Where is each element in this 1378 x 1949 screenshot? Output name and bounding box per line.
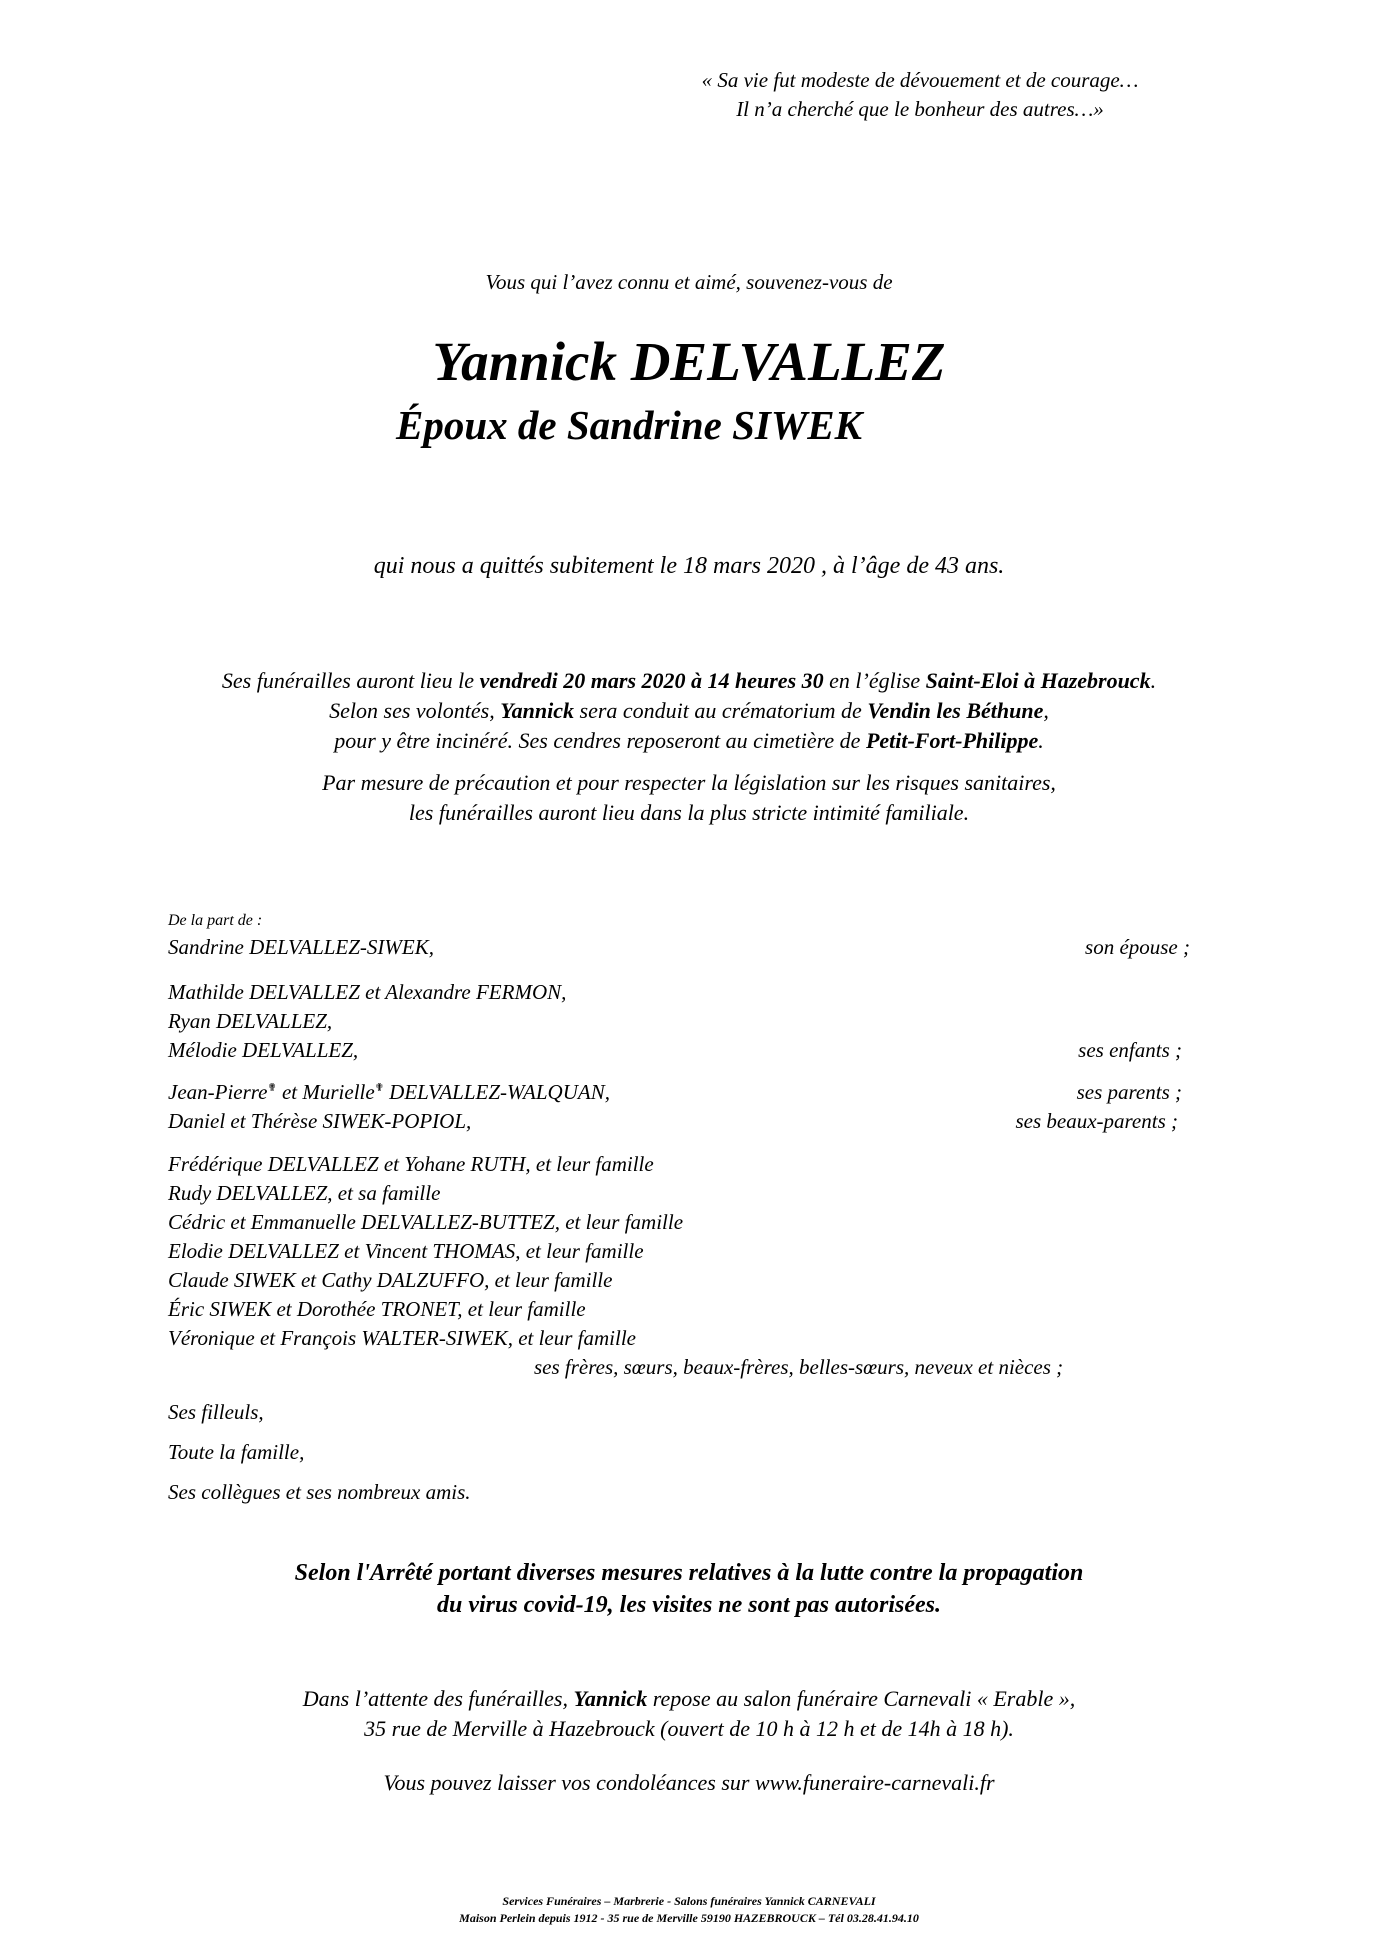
epigraph-line-2: Il n’a cherché que le bonheur des autres…»	[736, 97, 1104, 121]
sibling-entry: Elodie DELVALLEZ et Vincent THOMAS, et leur famille	[168, 1239, 644, 1263]
godchildren: Ses filleuls,	[168, 1400, 264, 1424]
parent-surname: DELVALLEZ-WALQUAN,	[383, 1080, 610, 1104]
rest-text: Dans l’attente des funérailles,	[302, 1686, 574, 1711]
covid-notice-line-1: Selon l'Arrêté portant diverses mesures relatives à la lutte contre la propagation	[294, 1560, 1084, 1586]
funeral-text: en l’église	[823, 668, 926, 693]
siblings-role: ses frères, sœurs, beaux-frères, belles-sœurs, neveux et nièces ;	[534, 1355, 1064, 1379]
parents-entry	[168, 1080, 610, 1105]
funeral-line-2	[0, 698, 1378, 724]
epigraph-line-1: « Sa vie fut modeste de dévouement et de courage…	[701, 68, 1139, 92]
crematorium-location: Vendin les Béthune	[867, 698, 1044, 723]
funeral-line-3	[0, 728, 1378, 754]
precaution-line-1: Par mesure de précaution et pour respecter la législation sur les risques sanitaires,	[322, 770, 1056, 795]
funeral-date: vendredi 20 mars 2020 à 14 heures 30	[479, 668, 824, 693]
deceased-name: Yannick DELVALLEZ	[432, 331, 946, 392]
funeral-line-1	[0, 668, 1378, 694]
inlaws-entry: Daniel et Thérèse SIWEK-POPIOL,	[168, 1109, 472, 1133]
child-entry: Ryan DELVALLEZ,	[168, 1009, 333, 1033]
rest-text: repose au salon funéraire Carnevali « Erable »,	[647, 1686, 1076, 1711]
spouse-role: son épouse ;	[1085, 935, 1190, 959]
child-entry: Mélodie DELVALLEZ,	[168, 1038, 359, 1062]
sibling-entry: Cédric et Emmanuelle DELVALLEZ-BUTTEZ, et leur famille	[168, 1210, 684, 1234]
cross-icon: ✟	[267, 1082, 277, 1094]
death-notice: qui nous a quittés subitement le 18 mars 2020 , à l’âge de 43 ans.	[373, 553, 1005, 579]
cross-icon: ✟	[374, 1082, 384, 1094]
cemetery-location: Petit-Fort-Philippe	[865, 728, 1039, 753]
funeral-text: .	[1150, 668, 1157, 693]
spouse-name: Sandrine DELVALLEZ-SIWEK,	[168, 935, 434, 959]
sibling-entry: Rudy DELVALLEZ, et sa famille	[168, 1181, 441, 1205]
sibling-entry: Éric SIWEK et Dorothée TRONET, et leur famille	[168, 1297, 586, 1321]
funeral-church: Saint-Eloi à Hazebrouck	[925, 668, 1151, 693]
parent-name: Jean-Pierre	[168, 1080, 268, 1104]
child-entry: Mathilde DELVALLEZ et Alexandre FERMON,	[168, 980, 567, 1004]
funeral-text: sera conduit au crématorium de	[574, 698, 868, 723]
parent-name: et Murielle	[276, 1080, 375, 1104]
funeral-text: Ses funérailles auront lieu le	[221, 668, 480, 693]
condolences-line: Vous pouvez laisser vos condoléances sur www.funeraire-carnevali.fr	[383, 1770, 995, 1795]
family-header: De la part de :	[168, 912, 263, 929]
sibling-entry: Frédérique DELVALLEZ et Yohane RUTH, et leur famille	[168, 1152, 654, 1176]
rest-line-2: 35 rue de Merville à Hazebrouck (ouvert de 10 h à 12 h et de 14h à 18 h).	[364, 1716, 1014, 1741]
funeral-text: pour y être incinéré. Ses cendres reposeront au cimetière de	[334, 728, 866, 753]
funeral-text: Selon ses volontés,	[329, 698, 501, 723]
deceased-spouse: Époux de Sandrine SIWEK	[396, 402, 862, 448]
covid-notice-line-2: du virus covid-19, les visites ne sont pas autorisées.	[436, 1592, 941, 1618]
children-role: ses enfants ;	[1078, 1038, 1182, 1062]
precaution-line-2: les funérailles auront lieu dans la plus stricte intimité familiale.	[408, 800, 970, 825]
whole-family: Toute la famille,	[168, 1440, 305, 1464]
sibling-entry: Véronique et François WALTER-SIWEK, et leur famille	[168, 1326, 636, 1350]
deceased-first-name: Yannick	[573, 1686, 648, 1711]
rest-line-1	[0, 1686, 1378, 1712]
parents-role: ses parents ;	[1076, 1080, 1182, 1104]
intro-text: Vous qui l’avez connu et aimé, souvenez-vous de	[485, 270, 893, 294]
deceased-first-name: Yannick	[500, 698, 575, 723]
sibling-entry: Claude SIWEK et Cathy DALZUFFO, et leur famille	[168, 1268, 613, 1292]
friends: Ses collègues et ses nombreux amis.	[168, 1480, 471, 1504]
funeral-text: .	[1038, 728, 1044, 753]
inlaws-role: ses beaux-parents ;	[1015, 1109, 1178, 1133]
footer-line-1: Services Funéraires – Marbrerie - Salons funéraires Yannick CARNEVALI	[502, 1894, 876, 1908]
footer-line-2: Maison Perlein depuis 1912 - 35 rue de Merville 59190 HAZEBROUCK – Tél 03.28.41.94.10	[459, 1911, 919, 1925]
funeral-text: ,	[1043, 698, 1049, 723]
